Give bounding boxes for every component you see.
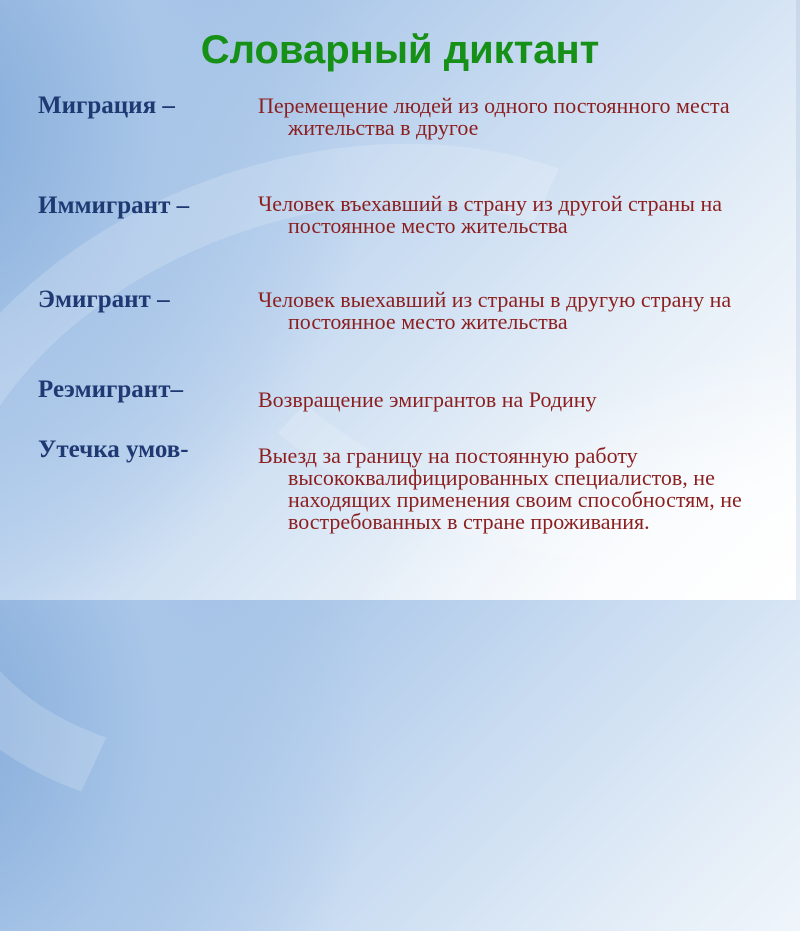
definition-reemigrant: Возвращение эмигрантов на Родину [258,387,597,412]
definition-emigrant: Человек выехавший из страны в другую страну на постоянное место жительства [258,287,732,334]
term-brain-drain: Утечка умов- [38,436,189,463]
definition-brain-drain: Выезд за границу на постоянную работу высококвалифицированных специалистов, не находящих применения своим способностям, не востребованных в стране проживания. [258,443,742,534]
term-immigrant: Иммигрант – [38,192,190,219]
slide-edge [796,0,800,600]
term-emigrant: Эмигрант – [38,286,170,313]
definition-migration: Перемещение людей из одного постоянного места жительства в другое [258,93,730,140]
slide-title: Словарный диктант [200,28,600,72]
term-reemigrant: Реэмигрант– [38,376,183,403]
term-migration: Миграция – [38,92,175,119]
definition-immigrant: Человек въехавший в страну из другой страны на постоянное место жительства [258,191,722,238]
